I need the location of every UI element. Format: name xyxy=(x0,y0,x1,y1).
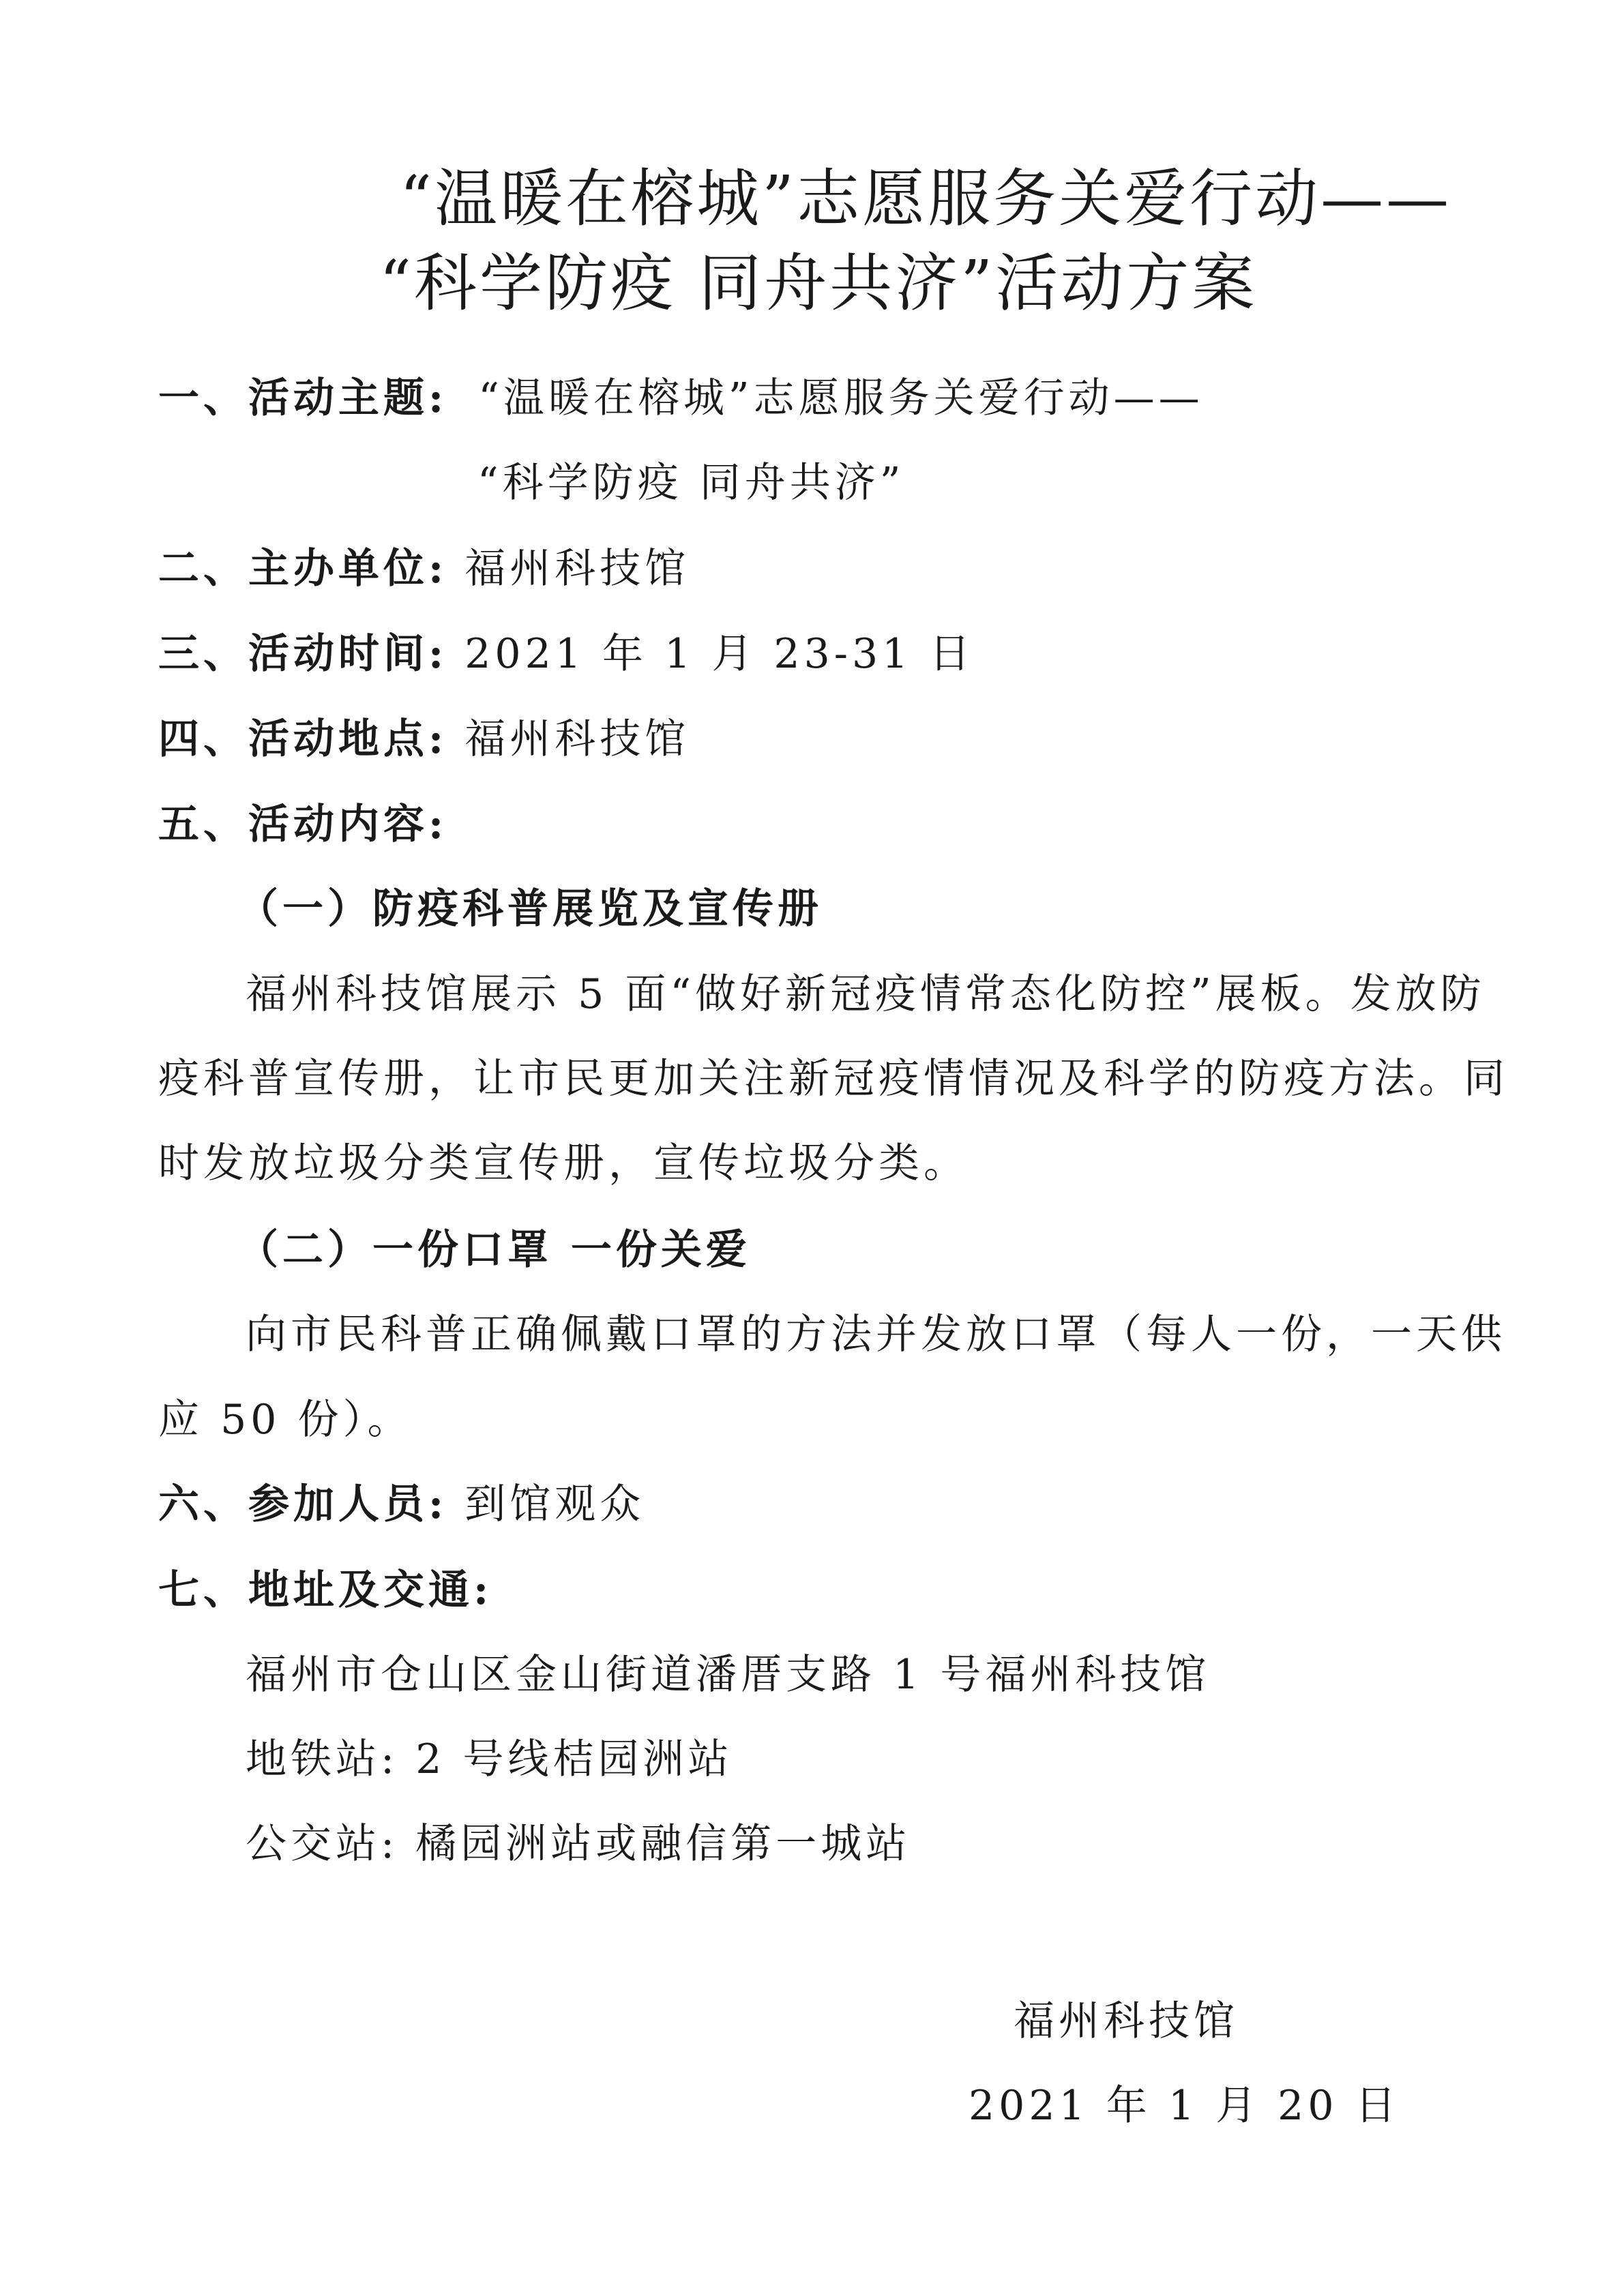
section-4-value: 福州科技馆 xyxy=(464,715,690,763)
subsection-2-paragraph-line2: 应 50 份）。 xyxy=(158,1396,413,1444)
signature-date: 2021 年 1 月 20 日 xyxy=(969,2082,1400,2130)
bus-line: 公交站: 橘园洲站或融信第一城站 xyxy=(246,1820,911,1868)
section-5-label: 五、活动内容: xyxy=(158,801,448,848)
subsection-2-paragraph-line1: 向市民科普正确佩戴口罩的方法并发放口罩（每人一份，一天供 xyxy=(246,1311,1506,1358)
title-line-1: “温暖在榕城”志愿服务关爱行动—— xyxy=(400,162,1452,235)
section-6 xyxy=(158,1480,645,1529)
subsection-1-paragraph-line3: 时发放垃圾分类宣传册，宣传垃圾分类。 xyxy=(158,1139,969,1187)
subsection-2-heading: （二）一份口罩 一份关爱 xyxy=(237,1226,751,1274)
section-3 xyxy=(158,629,974,679)
section-1-value-line2: “科学防疫 同舟共济” xyxy=(477,459,905,507)
section-6-label: 六、参加人员: xyxy=(158,1480,448,1528)
subsection-1-heading: （一）防疫科普展览及宣传册 xyxy=(237,885,823,933)
section-3-label: 三、活动时间: xyxy=(158,630,448,678)
section-1-value: “温暖在榕城”志愿服务关爱行动—— xyxy=(478,374,1204,422)
section-7-label: 七、地址及交通: xyxy=(158,1566,493,1614)
section-4-label: 四、活动地点: xyxy=(158,715,448,763)
section-2-value: 福州科技馆 xyxy=(464,545,690,593)
subsection-1-paragraph-line1: 福州科技馆展示 5 面“做好新冠疫情常态化防控”展板。发放防 xyxy=(246,970,1486,1018)
title-line-2: “科学防疫 同舟共济”活动方案 xyxy=(379,247,1258,320)
address-line: 福州市仓山区金山街道潘厝支路 1 号福州科技馆 xyxy=(246,1651,1211,1699)
section-1 xyxy=(158,374,1204,423)
section-3-value: 2021 年 1 月 23-31 日 xyxy=(464,630,975,678)
section-6-value: 到馆观众 xyxy=(464,1480,645,1528)
signature-org: 福州科技馆 xyxy=(1014,1997,1239,2045)
section-1-label: 一、活动主题: xyxy=(158,374,448,422)
section-4 xyxy=(158,715,690,764)
metro-line: 地铁站: 2 号线桔园洲站 xyxy=(246,1735,733,1783)
section-2 xyxy=(158,544,690,593)
subsection-1-paragraph-line2: 疫科普宣传册，让市民更加关注新冠疫情情况及科学的防疫方法。同 xyxy=(158,1055,1509,1103)
section-2-label: 二、主办单位: xyxy=(158,545,448,593)
